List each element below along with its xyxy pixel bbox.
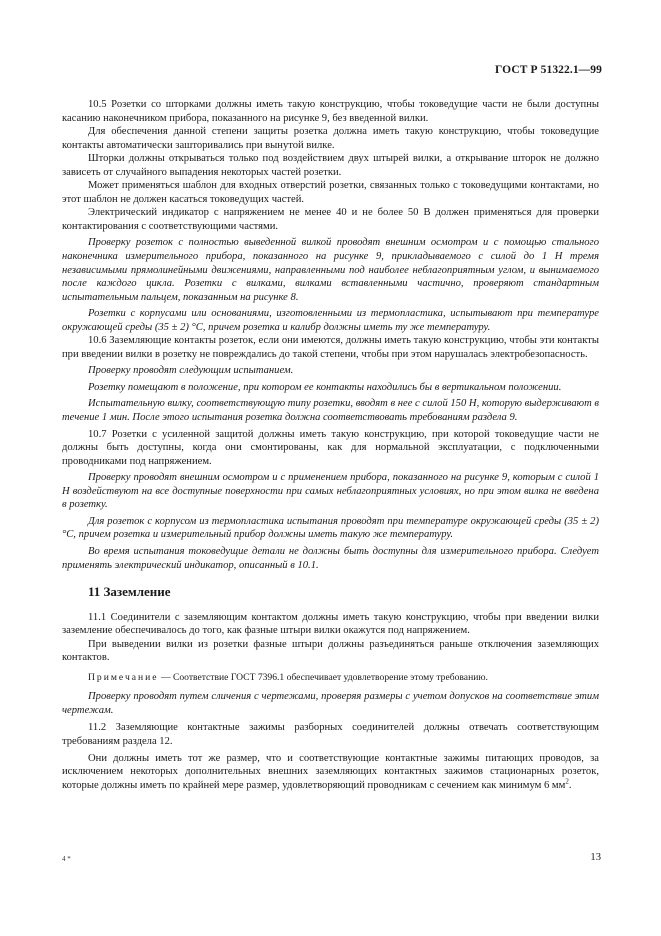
footer-mark: 4 * [62,855,71,863]
test-paragraph: Проверку проводят внешним осмотром и с применением прибора, показанного на рисунке 9, которым с силой 1 Н воздействуют на все доступные поверхности при самых неблагоприятных условиях, но при этом вилка не введена в розетку. [62,472,599,511]
superscript: 2 [565,777,569,786]
paragraph: Электрический индикатор с напряжением не менее 40 и не более 50 В должен применяться для проверки контактирования с соответствующими частями. [62,207,599,232]
paragraph: Шторки должны открываться только под воздействием двух штырей вилки, а открывание шторок не должно зависеть от случайного выпадения некоторых частей розетки. [62,153,599,178]
paragraph: При выведении вилки из розетки фазные штыри должны разъединяться раньше отключения заземляющих контактов. [62,638,599,664]
section-title: 11 Заземление [88,584,171,600]
document-header: ГОСТ Р 51322.1—99 [495,64,602,76]
test-paragraph: Проверку розеток с полностью выведенной вилкой проводят внешним осмотром и с помощью стального наконечника измерительного прибора, показанного на рисунке 9, прикладываемого с силой до 1 Н тремя независимыми прямолинейными движениями, направленными под наиболее неблагоприятным углом, и вынимаемого после каждого цикла. Розетки с вилками, вилками вставленными частично, проверяют стандартным испытательным пальцем, показанным на рисунке 8. [62,237,599,303]
test-paragraph: Розетку помещают в положение, при котором ее контакты находились бы в вертикальном положении. [88,381,562,393]
test-paragraph: Испытательную вилку, соответствующую типу розетки, вводят в нее с силой 150 Н, которую выдерживают в течение 1 мин. После этого испытания розетка должна соответствовать требованиям раздела 9. [62,398,599,424]
paragraph-text: Они должны иметь тот же размер, что и соответствующие контактные зажимы питающих проводов, за исключением некоторых дополнительных внешних заземляющих контактных зажимов стационарных розеток, которые должны иметь по крайней мере размер, удовлетворяющий проводникам с сечением как минимум 6 мм [62,752,599,791]
test-paragraph: Проверку проводят путем сличения с чертежами, проверяя размеры с учетом допусков на соответствие этим чертежам. [62,691,599,716]
test-paragraph: Для розеток с корпусом из термопластика испытания проводят при температуре окружающей среды (35 ± 2) °С, причем розетка и измерительный прибор должны иметь такую же температуру. [62,515,599,541]
paragraph-11-2: 11.2 Заземляющие контактные зажимы разборных соединителей должны отвечать соответствующим требованиям раздела 12. [62,722,599,747]
note-label: Примечание [88,671,159,683]
paragraph [62,752,599,793]
paragraph-10-6: 10.6 Заземляющие контакты розеток, если они имеются, должны иметь такую конструкцию, чтобы эти контакты при введении вилки в розетку не повреждались до такой степени, чтобы при этом нарушалась электробезопасность. [62,335,599,360]
test-paragraph: Проверку проводят следующим испытанием. [88,365,294,377]
paragraph-end: . [568,779,572,791]
test-paragraph: Во время испытания токоведущие детали не должны быть доступны для измерительного прибора. Следует применять электрический индикатор, описанный в 10.1. [62,545,599,571]
paragraph-11-1: 11.1 Соединители с заземляющим контактом должны иметь такую конструкцию, чтобы при введении вилки заземление обеспечивалось до того, как фазные штыри вилки окажутся под напряжением. [62,611,599,637]
note-text: — Соответствие ГОСТ 7396.1 обеспечивает удовлетворение этому требованию. [158,671,488,683]
page-number: 13 [590,852,601,863]
paragraph-10-5: 10.5 Розетки со шторками должны иметь такую конструкцию, чтобы токоведущие части не были доступны касанию наконечником прибора, показанного на рисунке 9, без введенной вилки. [62,99,599,124]
paragraph: Для обеспечения данной степени защиты розетка должна иметь такую конструкцию, чтобы токоведущие контакты автоматически зашторивались при вынутой вилке. [62,126,599,151]
paragraph-10-7: 10.7 Розетки с усиленной защитой должны иметь такую конструкцию, при которой токоведущие части не должны быть доступны, когда они смонтированы, как для нормальной эксплуатации, с подключенными проводниками под напряжением. [62,428,599,467]
note [62,671,599,685]
document-body [62,98,599,792]
paragraph: Может применяться шаблон для входных отверстий розетки, связанных только с токоведущими контактами, но этот шаблон не должен касаться токоведущих частей. [62,180,599,205]
test-paragraph: Розетки с корпусами или основаниями, изготовленными из термопластика, испытывают при температуре окружающей среды (35 ± 2) °С, причем розетка и калибр должны иметь ту же температуру. [62,308,599,333]
